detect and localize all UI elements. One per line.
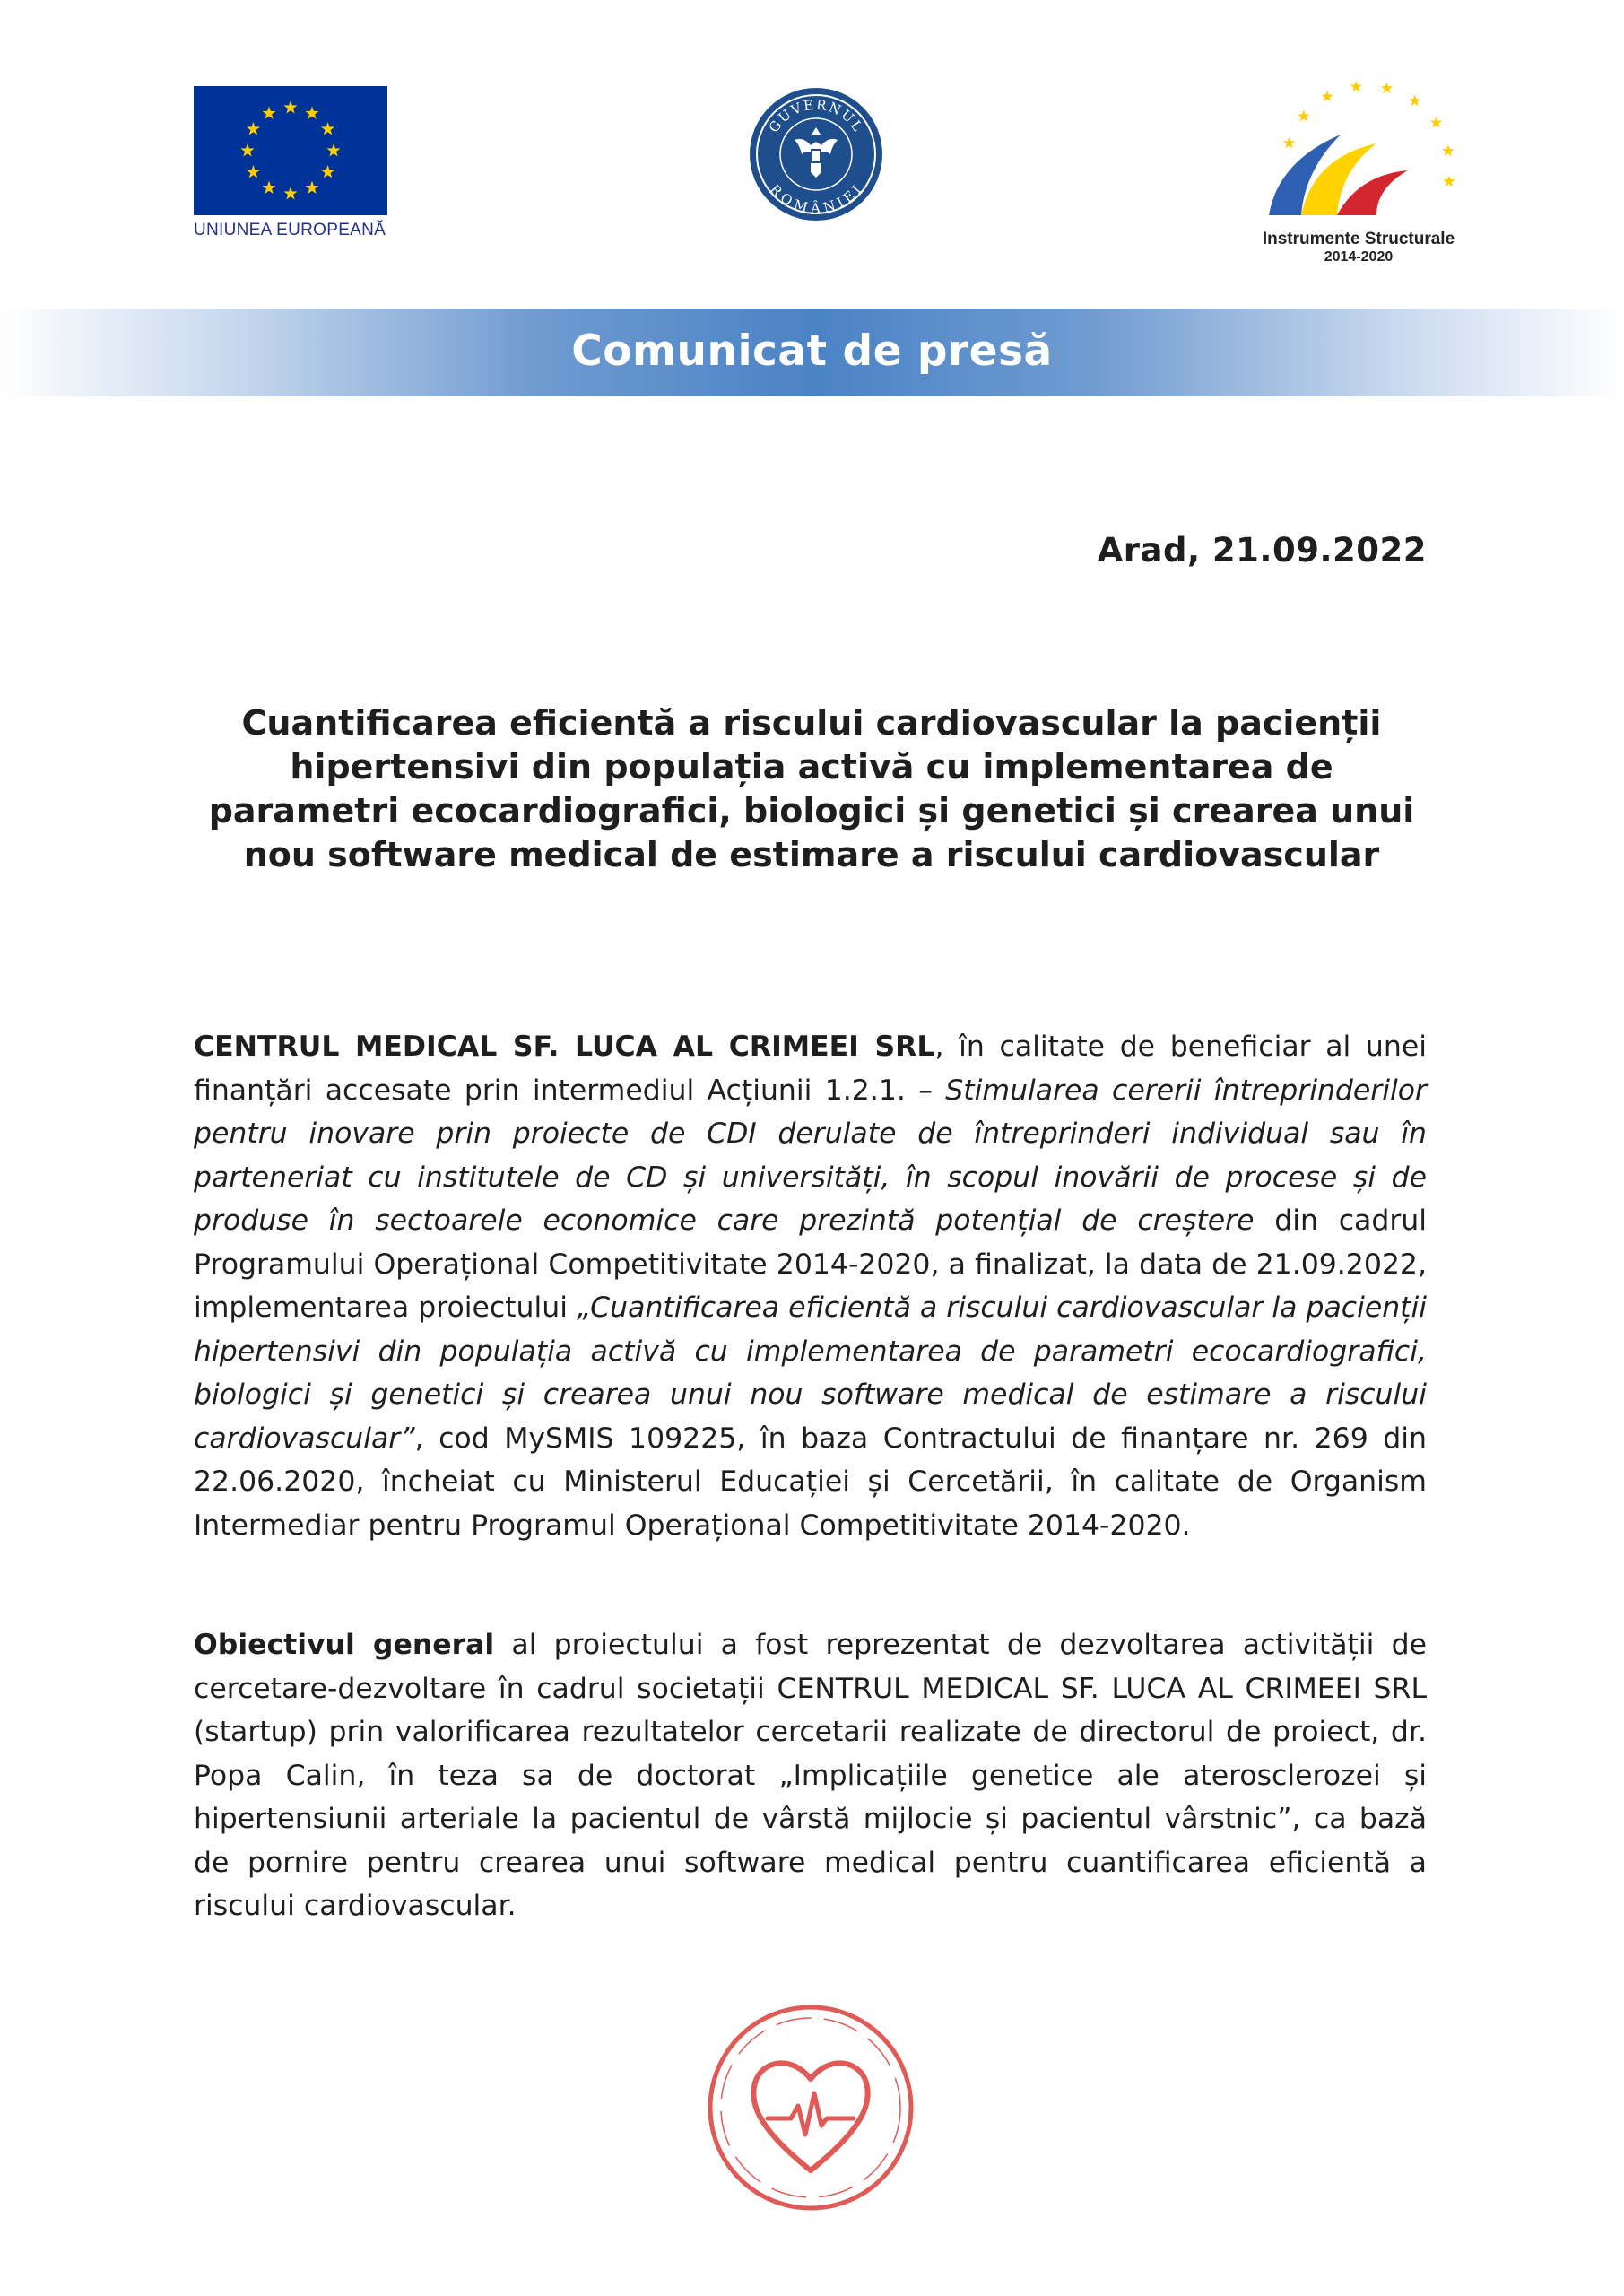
action-description: Stimularea cererii întreprinderilor pentru inovare prin proiecte de CDI derulate de întreprinderi individual sau în parteneriat cu institutele de CD și universități, în scopul inovării de procese și de produse în sectoarele economice care prezintă potențial de creștere <box>194 1074 1427 1237</box>
heart-pulse-icon <box>703 2000 918 2215</box>
is-star-icon <box>1321 91 1333 102</box>
is-star-icon <box>1443 175 1455 187</box>
general-objective-label: Obiectivul general <box>194 1629 495 1661</box>
romanian-government-logo <box>748 86 884 222</box>
gov-seal-top-text: GUVERNUL <box>765 96 867 136</box>
beneficiary-name: CENTRUL MEDICAL SF. LUCA AL CRIMEEI SRL <box>194 1031 935 1063</box>
eu-caption: UNIUNEA EUROPEANĂ <box>194 221 386 239</box>
is-star-icon <box>1298 110 1309 122</box>
is-star-icon <box>1409 95 1420 107</box>
eu-logo <box>194 86 395 240</box>
banner-title: Comunicat de presă <box>571 326 1053 376</box>
paragraph-project-summary <box>194 1025 1427 1547</box>
is-star-icon <box>1381 83 1393 94</box>
structural-instruments-icon <box>1251 72 1466 224</box>
is-star-icon <box>1283 137 1295 149</box>
is-star-icon <box>1442 144 1454 156</box>
is-star-icon <box>1350 81 1362 92</box>
date-line: Arad, 21.09.2022 <box>1097 531 1427 570</box>
is-caption-years: 2014-2020 <box>1324 249 1394 265</box>
para1-text-c: , cod MySMIS 109225, în baza Contractului de finanțare nr. 269 din 22.06.2020, încheiat cu Ministerul Educației și Cercetării, în calitate de Organism Intermediar pentru Programul Operațional Competitivitate 2014-2020. <box>194 1422 1427 1542</box>
gov-seal-bottom-text: ROMÂNIEI <box>766 180 866 217</box>
is-star-icon <box>1430 117 1442 128</box>
para1-text-b: din cadrul Programului Operațional Competitivitate 2014-2020, a finalizat, la data de 21.09.2022, implementarea proiectului <box>194 1205 1427 1324</box>
para1-text-a: , în calitate de beneficiar al unei finanțări accesate prin intermediul Acțiunii 1.2.1. – <box>194 1031 1427 1107</box>
is-caption: Instrumente Structurale <box>1262 230 1455 248</box>
document-title: Cuantificarea eficientă a riscului cardiovascular la pacienții hipertensivi din populația activă cu implementarea de parametri ecocardiografici, biologici și genetici și crearea unui nou software medical de estimare a riscului cardiovascular <box>208 703 1415 874</box>
para2-text: al proiectului a fost reprezentat de dezvoltarea activității de cercetare-dezvoltare în cadrul societații CENTRUL MEDICAL SF. LUCA AL CRIMEEI SRL (startup) prin valorificarea rezultatelor cercetarii realizate de directorul de proiect, dr. Popa Calin, în teza sa de doctorat „Implicațiile genetice ale aterosclerozei și hipertensiunii arteriale la pacientul de vârstă mijlocie și pacientul vârstnic”, ca bază de pornire pentru crearea unui software medical pentru cuantificarea eficientă a riscului cardiovascular. <box>194 1629 1427 1922</box>
instrumente-structurale-logo <box>1251 72 1466 265</box>
project-title-inline: „Cuantificarea eficientă a riscului cardiovascular la pacienții hipertensivi din populația activă cu implementarea de parametri ecocardiografici, biologici și genetici și crearea unui nou software medical de estimare a riscului cardiovascular” <box>194 1292 1428 1455</box>
medical-center-logo <box>703 2000 918 2215</box>
press-release-banner <box>0 309 1624 396</box>
eu-flag-icon <box>194 86 387 215</box>
government-seal-icon <box>748 86 884 222</box>
paragraph-general-objective <box>194 1623 1427 1928</box>
